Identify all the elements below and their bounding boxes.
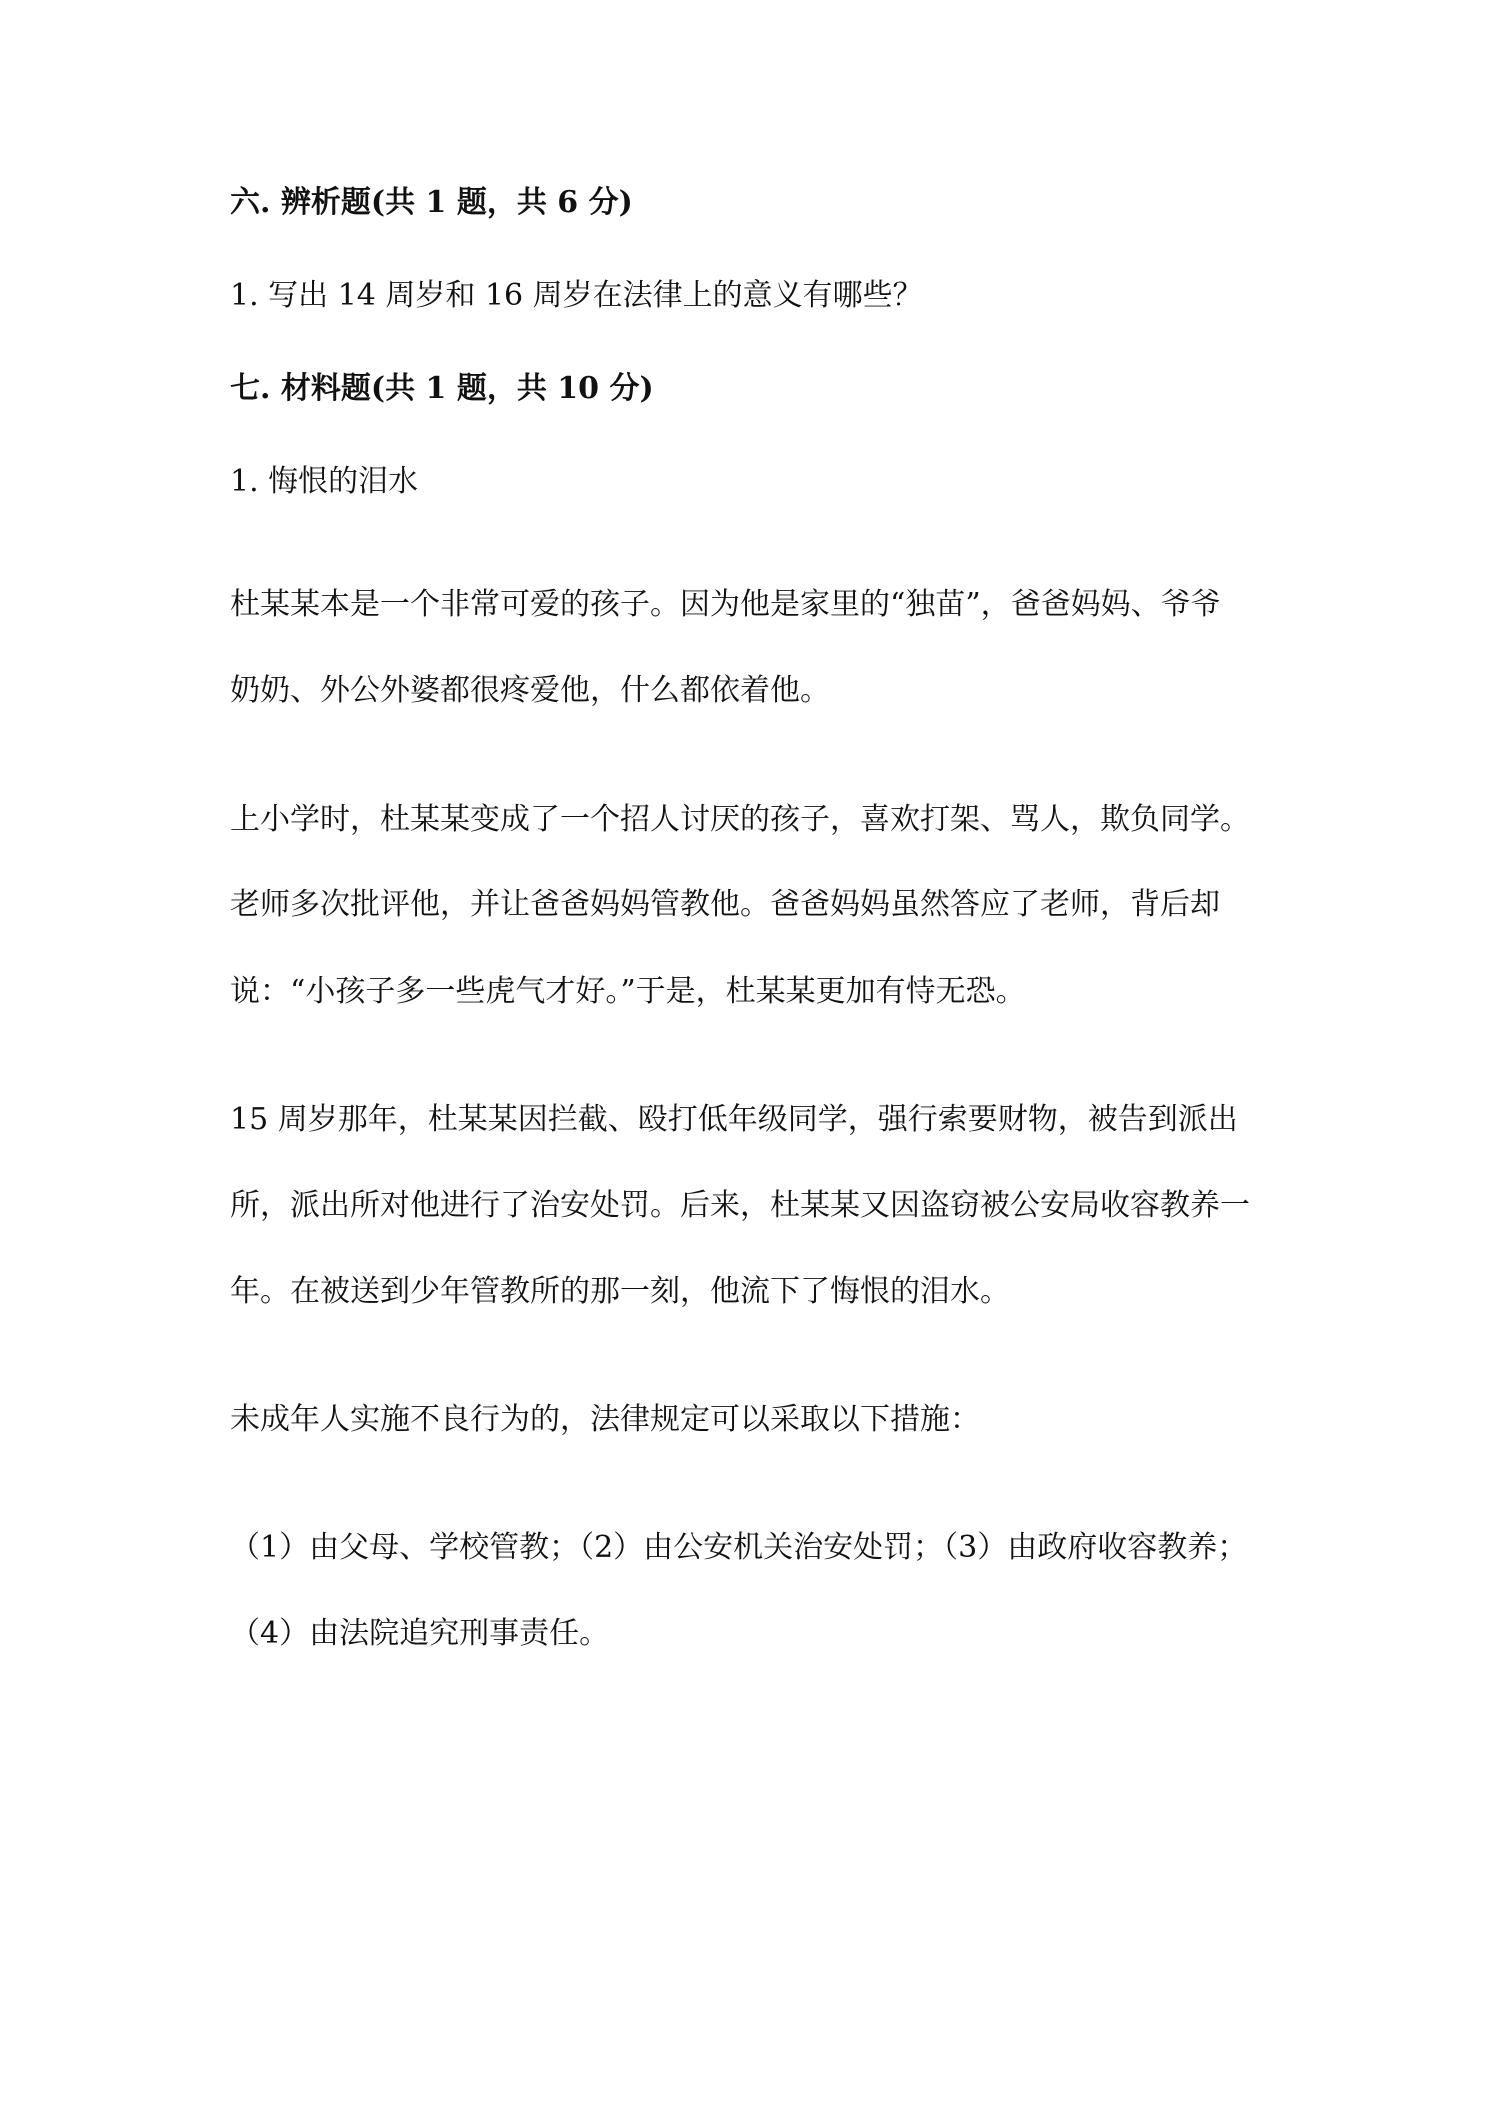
material-line-4: 老师多次批评他，并让爸爸妈妈管教他。爸爸妈妈虽然答应了老师，背后却 xyxy=(230,887,1220,922)
material-line-3: 上小学时，杜某某变成了一个招人讨厌的孩子，喜欢打架、骂人，欺负同学。 xyxy=(230,802,1250,837)
material-line-6: 15 周岁那年，杜某某因拦截、殴打低年级同学，强行索要财物，被告到派出 xyxy=(230,1102,1238,1137)
section-6-question: 1. 写出 14 周岁和 16 周岁在法律上的意义有哪些？ xyxy=(230,278,923,313)
section-7-heading: 七. 材料题(共 1 题，共 10 分) xyxy=(230,371,654,406)
material-line-8: 年。在被送到少年管教所的那一刻，他流下了悔恨的泪水。 xyxy=(230,1274,1010,1309)
material-line-10: （1）由父母、学校管教；（2）由公安机关治安处罚；（3）由政府收容教养； xyxy=(230,1530,1248,1565)
section-6-heading: 六. 辨析题(共 1 题，共 6 分) xyxy=(230,185,633,220)
material-line-7: 所，派出所对他进行了治安处罚。后来，杜某某又因盗窃被公安局收容教养一 xyxy=(230,1188,1250,1223)
material-line-2: 奶奶、外公外婆都很疼爱他，什么都依着他。 xyxy=(230,673,830,708)
section-7-question-title: 1. 悔恨的泪水 xyxy=(230,464,419,499)
material-line-11: （4）由法院追究刑事责任。 xyxy=(230,1616,610,1651)
material-line-1: 杜某某本是一个非常可爱的孩子。因为他是家里的“独苗”，爸爸妈妈、爷爷 xyxy=(230,587,1221,622)
material-line-5: 说：“小孩子多一些虎气才好。”于是，杜某某更加有恃无恐。 xyxy=(230,974,1026,1009)
material-line-9: 未成年人实施不良行为的，法律规定可以采取以下措施： xyxy=(230,1402,980,1437)
